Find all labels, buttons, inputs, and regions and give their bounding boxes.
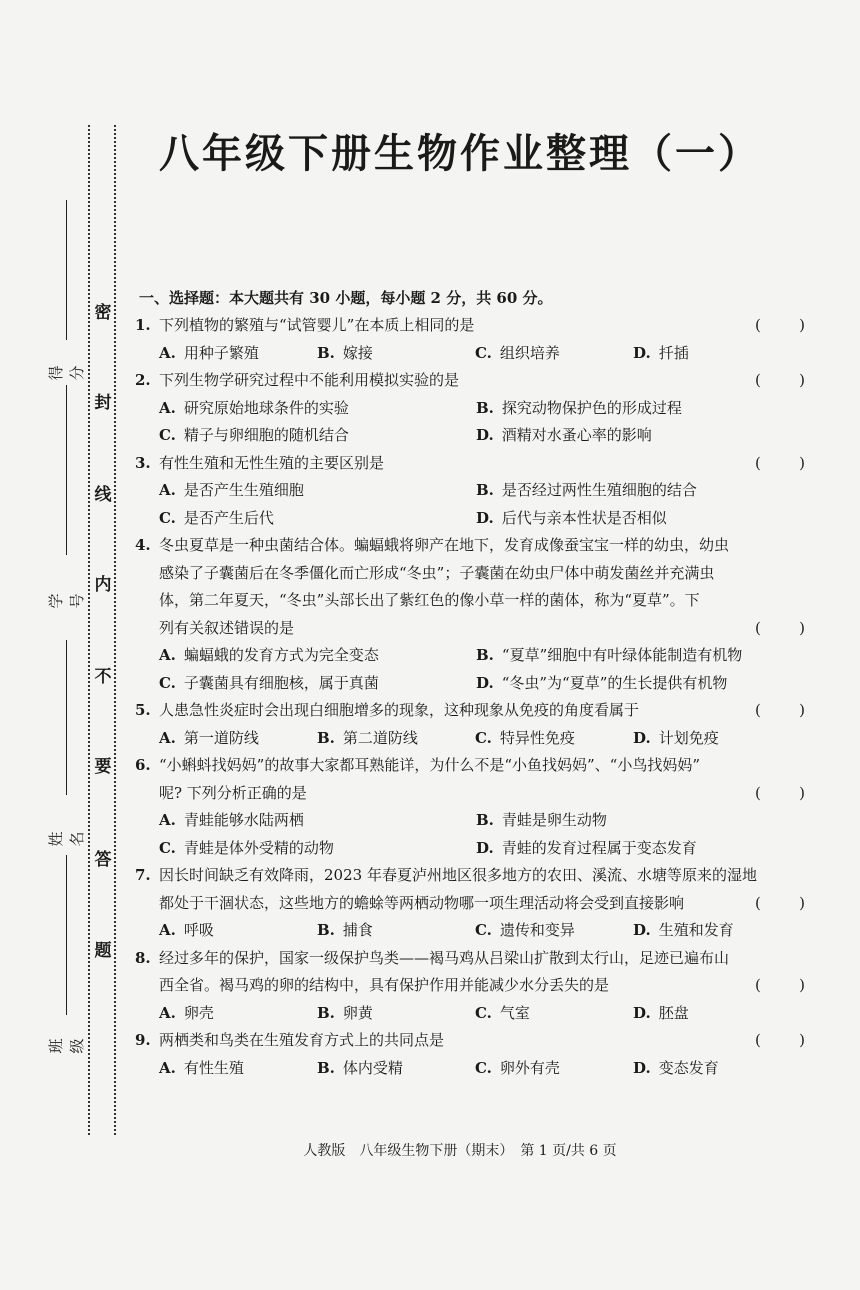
option-text: 青蛙能够水陆两栖 <box>183 811 304 829</box>
question-item <box>135 697 805 752</box>
section-heading: 一、选择题：本大题共有 30 小题，每小题 2 分，共 60 分。 <box>139 289 553 307</box>
answer-blank[interactable] <box>755 890 805 918</box>
question-text: 呢? 下列分析正确的是 <box>159 783 307 802</box>
question-number: 4. <box>135 536 151 554</box>
option-text: 后代与亲本性状是否相似 <box>501 508 667 527</box>
question-number: 2. <box>135 371 151 389</box>
option-letter: A. <box>159 1003 176 1022</box>
question-text: 冬虫夏草是一种虫菌结合体。蝙蝠蛾将卵产在地下，发育成像蚕宝宝一样的幼虫，幼虫 <box>159 536 730 554</box>
question-number: 5. <box>135 701 151 719</box>
answer-option[interactable] <box>476 422 793 450</box>
answer-paren-close: ) <box>799 701 805 719</box>
option-text: 青蛙是卵生动物 <box>501 811 607 829</box>
option-letter: A. <box>159 1058 176 1077</box>
option-text: 酒精对水蚤心率的影响 <box>501 426 652 444</box>
answer-option[interactable] <box>476 395 793 423</box>
question-number: 1. <box>135 316 151 334</box>
class-label: 班级 <box>47 1038 86 1054</box>
option-letter: A. <box>159 398 176 417</box>
options-row <box>135 1055 805 1083</box>
answer-paren-open: ( <box>755 893 761 912</box>
option-letter: B. <box>317 1003 335 1022</box>
answer-paren-close: ) <box>799 1031 805 1049</box>
question-stem-line <box>135 587 805 615</box>
option-letter: D. <box>476 426 494 444</box>
answer-option[interactable] <box>317 1055 475 1083</box>
question-item <box>135 752 805 862</box>
option-letter: B. <box>476 811 494 829</box>
answer-option[interactable] <box>159 505 476 533</box>
seal-char: 线 <box>94 485 112 505</box>
option-letter: C. <box>475 1003 492 1022</box>
options-row <box>135 917 805 945</box>
option-text: 变态发育 <box>658 1058 719 1077</box>
answer-paren-close: ) <box>799 618 805 637</box>
answer-option[interactable] <box>633 1000 791 1028</box>
seal-char: 不 <box>94 667 112 687</box>
answer-option[interactable] <box>476 807 793 835</box>
option-letter: C. <box>475 343 492 362</box>
question-item <box>135 945 805 1028</box>
answer-paren-open: ( <box>755 976 761 994</box>
answer-option[interactable] <box>159 1055 317 1083</box>
option-letter: A. <box>159 343 176 362</box>
option-letter: B. <box>317 728 335 747</box>
page-footer: 人教版 八年级生物下册（期末） 第 1 页/共 6 页 <box>303 1143 617 1159</box>
answer-option[interactable] <box>159 340 317 368</box>
seal-char: 内 <box>94 575 112 595</box>
option-letter: C. <box>159 426 176 444</box>
option-letter: B. <box>476 398 494 417</box>
question-item <box>135 862 805 945</box>
option-text: 青蛙的发育过程属于变态发育 <box>501 838 697 857</box>
option-text: 计划免疫 <box>658 728 719 747</box>
option-letter: B. <box>317 921 335 939</box>
option-letter: D. <box>476 508 494 527</box>
answer-blank[interactable] <box>755 450 805 478</box>
option-letter: D. <box>633 921 651 939</box>
options-row <box>135 477 805 505</box>
answer-paren-open: ( <box>755 316 761 334</box>
question-stem-line <box>135 367 805 395</box>
answer-option[interactable] <box>159 917 317 945</box>
question-text: 两栖类和鸟类在生殖发育方式上的共同点是 <box>159 1031 445 1049</box>
answer-option[interactable] <box>159 1000 317 1028</box>
seal-char: 封 <box>94 393 112 413</box>
seal-char: 答 <box>94 850 112 870</box>
option-text: 精子与卵细胞的随机结合 <box>183 426 349 444</box>
answer-paren-open: ( <box>755 1031 761 1049</box>
options-row <box>135 340 805 368</box>
option-letter: C. <box>475 1058 492 1077</box>
option-letter: D. <box>633 728 651 747</box>
option-text: “夏草”细胞中有叶绿体能制造有机物 <box>501 646 743 664</box>
options-row <box>135 670 805 698</box>
option-text: 第二道防线 <box>342 728 418 747</box>
option-text: 呼吸 <box>183 921 214 939</box>
question-number: 8. <box>135 948 151 967</box>
answer-blank[interactable] <box>755 367 805 395</box>
option-text: 卵外有壳 <box>499 1058 560 1077</box>
option-text: 卵壳 <box>183 1003 214 1022</box>
option-text: 胚盘 <box>658 1003 689 1022</box>
answer-option[interactable] <box>633 917 791 945</box>
answer-option[interactable] <box>159 477 476 505</box>
options-row <box>135 1000 805 1028</box>
answer-option[interactable] <box>159 395 476 423</box>
answer-blank[interactable] <box>755 780 805 808</box>
option-letter: B. <box>476 481 494 499</box>
question-item <box>135 1027 805 1082</box>
option-letter: A. <box>159 728 176 747</box>
seal-char: 密 <box>94 303 112 323</box>
answer-paren-open: ( <box>755 453 761 472</box>
answer-option[interactable] <box>159 642 476 670</box>
seal-char: 要 <box>94 757 112 777</box>
option-letter: C. <box>475 728 492 747</box>
question-text: 下列植物的繁殖与“试管婴儿”在本质上相同的是 <box>159 316 475 334</box>
answer-blank[interactable] <box>755 312 805 340</box>
answer-option[interactable] <box>633 1055 791 1083</box>
score-label: 得分 <box>47 365 86 381</box>
question-text: 列有关叙述错误的是 <box>159 618 295 637</box>
question-item <box>135 532 805 697</box>
options-row <box>135 642 805 670</box>
question-stem-line <box>135 312 805 340</box>
options-row <box>135 395 805 423</box>
question-number: 9. <box>135 1031 151 1049</box>
option-text: 嫁接 <box>342 343 373 362</box>
option-letter: D. <box>476 838 494 857</box>
question-text: “小蝌蚪找妈妈”的故事大家都耳熟能详，为什么不是“小鱼找妈妈”、“小鸟找妈妈” <box>159 756 701 774</box>
option-text: “冬虫”为“夏草”的生长提供有机物 <box>501 673 728 692</box>
binding-dotted-line-inner <box>114 125 116 1135</box>
options-row <box>135 807 805 835</box>
option-text: 扦插 <box>658 343 689 362</box>
option-text: 遗传和变异 <box>499 921 575 939</box>
answer-option[interactable] <box>633 725 791 753</box>
answer-option[interactable] <box>159 670 476 698</box>
question-text: 感染了子囊菌后在冬季僵化而亡形成“冬虫”；子囊菌在幼虫尸体中萌发菌丝并充满虫 <box>159 563 715 582</box>
answer-paren-close: ) <box>799 893 805 912</box>
answer-option[interactable] <box>317 1000 475 1028</box>
answer-option[interactable] <box>475 725 633 753</box>
answer-option[interactable] <box>475 1000 633 1028</box>
option-letter: B. <box>317 1058 335 1077</box>
option-text: 子囊菌具有细胞核，属于真菌 <box>183 673 379 692</box>
answer-option[interactable] <box>159 807 476 835</box>
answer-paren-close: ) <box>799 316 805 334</box>
answer-blank[interactable] <box>755 615 805 643</box>
option-text: 是否产生后代 <box>183 508 274 527</box>
answer-option[interactable] <box>476 505 793 533</box>
name-field-line[interactable] <box>66 640 67 795</box>
seal-char: 题 <box>94 941 112 961</box>
answer-option[interactable] <box>476 642 793 670</box>
option-text: 蝙蝠蛾的发育方式为完全变态 <box>183 646 379 664</box>
student-id-label: 学号 <box>47 593 86 609</box>
answer-option[interactable] <box>317 725 475 753</box>
question-text: 都处于干涸状态，这些地方的蟾蜍等两栖动物哪一项生理活动将会受到直接影响 <box>159 893 685 912</box>
answer-option[interactable] <box>317 917 475 945</box>
options-row <box>135 725 805 753</box>
answer-option[interactable] <box>159 835 476 863</box>
options-row <box>135 422 805 450</box>
answer-option[interactable] <box>159 725 317 753</box>
question-stem-line <box>135 862 805 890</box>
answer-paren-close: ) <box>799 453 805 472</box>
answer-paren-close: ) <box>799 783 805 802</box>
question-text: 因长时间缺乏有效降雨，2023 年春夏泸州地区很多地方的农田、溪流、水塘等原来的湿地 <box>159 866 757 884</box>
option-letter: B. <box>476 646 494 664</box>
question-number: 7. <box>135 866 151 884</box>
option-letter: A. <box>159 646 176 664</box>
answer-option[interactable] <box>476 670 793 698</box>
option-text: 气室 <box>499 1003 530 1022</box>
answer-paren-open: ( <box>755 783 761 802</box>
question-stem-line <box>135 780 805 808</box>
option-text: 研究原始地球条件的实验 <box>183 398 349 417</box>
question-stem-line <box>135 450 805 478</box>
question-item <box>135 367 805 450</box>
answer-option[interactable] <box>633 340 791 368</box>
binding-dotted-line-outer <box>88 125 90 1135</box>
answer-paren-close: ) <box>799 976 805 994</box>
answer-paren-open: ( <box>755 371 761 389</box>
option-text: 体内受精 <box>342 1058 403 1077</box>
question-text: 体，第二年夏天，“冬虫”头部长出了紫红色的像小草一样的菌体，称为“夏草”。下 <box>159 591 700 609</box>
options-row <box>135 835 805 863</box>
option-letter: D. <box>633 1003 651 1022</box>
answer-blank[interactable] <box>755 697 805 725</box>
page-title: 八年级下册生物作业整理（一） <box>159 131 761 177</box>
option-text: 卵黄 <box>342 1003 373 1022</box>
question-stem-line <box>135 945 805 973</box>
answer-option[interactable] <box>475 917 633 945</box>
question-text: 下列生物学研究过程中不能利用模拟实验的是 <box>159 371 460 389</box>
student-id-field-line[interactable] <box>66 385 67 555</box>
option-letter: B. <box>317 343 335 362</box>
option-letter: C. <box>159 508 176 527</box>
option-text: 用种子繁殖 <box>183 343 259 362</box>
option-letter: A. <box>159 481 176 499</box>
option-letter: D. <box>633 343 651 362</box>
option-letter: D. <box>476 673 494 692</box>
option-letter: C. <box>475 921 492 939</box>
option-text: 青蛙是体外受精的动物 <box>183 838 334 857</box>
answer-option[interactable] <box>476 477 793 505</box>
question-stem-line <box>135 532 805 560</box>
answer-blank[interactable] <box>755 1027 805 1055</box>
question-item <box>135 312 805 367</box>
answer-paren-open: ( <box>755 701 761 719</box>
question-stem-line <box>135 972 805 1000</box>
answer-option[interactable] <box>476 835 793 863</box>
option-text: 有性生殖 <box>183 1058 244 1077</box>
question-list <box>135 284 805 1082</box>
question-stem-line <box>135 560 805 588</box>
question-text: 经过多年的保护，国家一级保护鸟类——褐马鸡从吕梁山扩散到太行山，足迹已遍布山 <box>159 948 730 967</box>
option-text: 是否产生生殖细胞 <box>183 481 304 499</box>
option-letter: D. <box>633 1058 651 1077</box>
answer-paren-open: ( <box>755 618 761 637</box>
class-field-line[interactable] <box>66 855 67 1015</box>
options-row <box>135 505 805 533</box>
option-text: 第一道防线 <box>183 728 259 747</box>
question-text: 有性生殖和无性生殖的主要区别是 <box>159 453 385 472</box>
question-item <box>135 450 805 533</box>
answer-option[interactable] <box>475 1055 633 1083</box>
question-number: 6. <box>135 756 151 774</box>
option-letter: C. <box>159 838 176 857</box>
question-number: 3. <box>135 453 151 472</box>
questions-container <box>135 312 805 1082</box>
option-text: 特异性免疫 <box>499 728 575 747</box>
question-stem-line <box>135 697 805 725</box>
question-text: 西全省。褐马鸡的卵的结构中，具有保护作用并能减少水分丢失的是 <box>159 976 610 994</box>
option-letter: A. <box>159 811 176 829</box>
option-text: 探究动物保护色的形成过程 <box>501 398 682 417</box>
option-text: 捕食 <box>342 921 373 939</box>
answer-option[interactable] <box>159 422 476 450</box>
score-field-line[interactable] <box>66 200 67 340</box>
question-text: 人患急性炎症时会出现白细胞增多的现象，这种现象从免疫的角度看属于 <box>159 701 640 719</box>
option-text: 是否经过两性生殖细胞的结合 <box>501 481 697 499</box>
name-label: 姓名 <box>47 831 86 847</box>
option-text: 组织培养 <box>499 343 560 362</box>
option-letter: A. <box>159 921 176 939</box>
question-stem-line <box>135 1027 805 1055</box>
question-stem-line <box>135 752 805 780</box>
option-text: 生殖和发育 <box>658 921 734 939</box>
question-stem-line <box>135 890 805 918</box>
option-letter: C. <box>159 673 176 692</box>
question-stem-line <box>135 615 805 643</box>
answer-paren-close: ) <box>799 371 805 389</box>
answer-option[interactable] <box>475 340 633 368</box>
answer-blank[interactable] <box>755 972 805 1000</box>
answer-option[interactable] <box>317 340 475 368</box>
